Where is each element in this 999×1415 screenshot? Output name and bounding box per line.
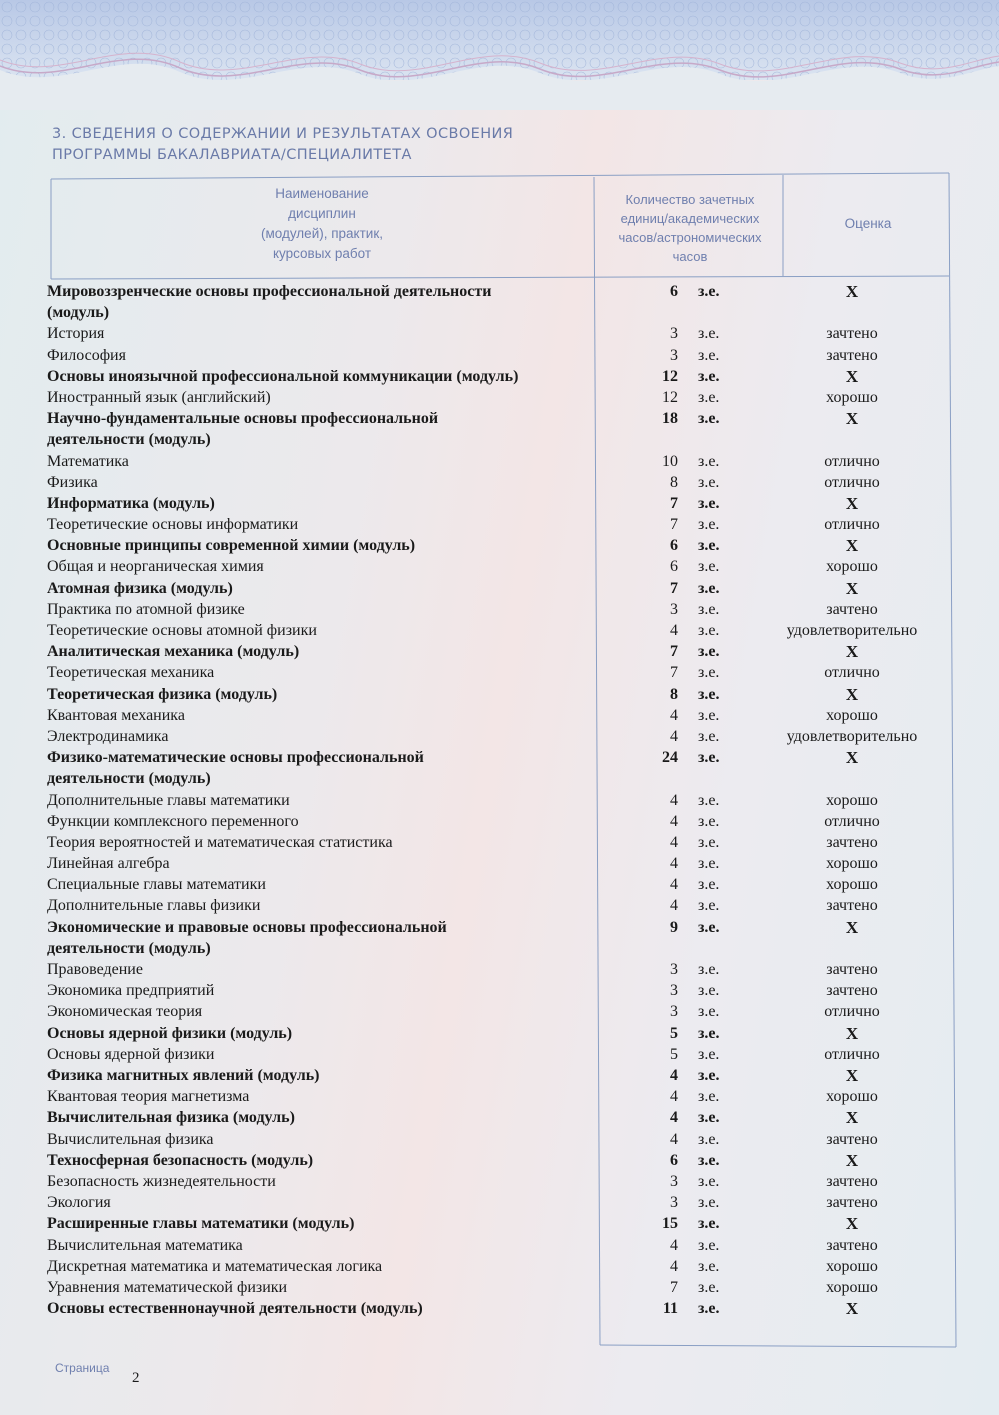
credits-unit: з.е. — [698, 727, 720, 745]
credits-unit: з.е. — [698, 1130, 720, 1148]
grade-value: хорошо — [826, 791, 878, 809]
credits-unit: з.е. — [698, 664, 720, 682]
discipline-name — [47, 832, 595, 853]
credits-value: 3 — [670, 346, 678, 364]
credits-value: 7 — [670, 664, 678, 682]
credits-value: 12 — [662, 367, 678, 385]
discipline-name — [47, 1086, 595, 1107]
grade-value: зачтено — [826, 961, 878, 979]
discipline-name-line: Вычислительная физика — [47, 1130, 214, 1148]
credits-value: 3 — [670, 325, 678, 343]
grade-value: хорошо — [826, 558, 878, 576]
grade-value: X — [845, 493, 859, 513]
discipline-row — [0, 895, 999, 916]
discipline-name-line: Философия — [47, 346, 126, 364]
grade-value: X — [845, 1066, 859, 1085]
discipline-name-line: Теоретическая механика — [47, 664, 215, 682]
credits-unit: з.е. — [698, 897, 720, 915]
grade-value: зачтено — [826, 897, 878, 915]
credits-value: 15 — [662, 1215, 678, 1233]
discipline-name-line: Уравнения математической физики — [47, 1278, 288, 1296]
discipline-row — [0, 959, 999, 980]
discipline-name-line: Аналитическая механика (модуль) — [47, 643, 300, 661]
discipline-name — [47, 980, 595, 1001]
grade-value: отлично — [824, 452, 880, 470]
grade-value: X — [845, 642, 859, 662]
credits-unit: з.е. — [698, 982, 720, 1000]
discipline-name — [47, 853, 595, 874]
discipline-row — [0, 620, 999, 641]
discipline-name — [47, 895, 595, 916]
header-grade: Оценка — [844, 216, 892, 231]
discipline-name — [47, 1256, 595, 1277]
grade-value: зачтено — [826, 346, 878, 364]
discipline-row — [0, 451, 999, 472]
discipline-name-line: Основные принципы современной химии (модуль) — [47, 537, 416, 555]
grade-value: X — [845, 1023, 859, 1043]
discipline-row — [0, 1192, 999, 1213]
discipline-name — [47, 345, 595, 366]
discipline-name — [47, 599, 595, 620]
discipline-name — [47, 1277, 595, 1298]
credits-unit: з.е. — [698, 706, 720, 724]
discipline-row — [0, 853, 999, 874]
discipline-name — [47, 366, 595, 387]
discipline-name — [47, 1023, 595, 1044]
credits-unit: з.е. — [698, 622, 720, 640]
discipline-row — [0, 726, 999, 747]
discipline-name-line: Атомная физика (модуль) — [47, 579, 233, 597]
grade-value: хорошо — [826, 876, 878, 894]
credits-value: 4 — [670, 791, 678, 809]
credits-unit: з.е. — [698, 452, 720, 470]
discipline-name — [47, 1213, 595, 1234]
discipline-name-line: Основы ядерной физики (модуль) — [47, 1024, 293, 1042]
credits-unit: з.е. — [698, 1236, 720, 1254]
discipline-name — [47, 1298, 595, 1319]
credits-value: 8 — [670, 473, 678, 491]
credits-value: 6 — [670, 537, 678, 555]
credits-unit: з.е. — [698, 1215, 720, 1233]
discipline-name — [47, 790, 595, 811]
discipline-name — [47, 281, 595, 323]
discipline-name-line: Теоретические основы атомной физики — [47, 622, 317, 640]
header-credits-line: единиц/академических — [620, 211, 760, 226]
page-label: Страница — [55, 1361, 110, 1375]
credits-value: 4 — [670, 622, 678, 640]
credits-value: 7 — [670, 579, 678, 597]
credits-value: 4 — [670, 1130, 678, 1148]
module-row — [0, 1065, 999, 1086]
credits-unit: з.е. — [698, 388, 720, 406]
credits-value: 7 — [670, 1278, 678, 1296]
grade-value: X — [845, 684, 859, 704]
credits-unit: з.е. — [698, 494, 720, 512]
module-row — [0, 1213, 999, 1234]
module-row — [0, 1107, 999, 1128]
credits-value: 4 — [670, 897, 678, 915]
grade-value: X — [845, 1299, 859, 1319]
grade-value: удовлетворительно — [786, 727, 918, 745]
credits-value: 10 — [662, 452, 678, 470]
grade-value: отлично — [824, 664, 880, 682]
discipline-name-line: деятельности (модуль) — [47, 431, 211, 449]
discipline-name-line: Функции комплексного переменного — [47, 812, 299, 830]
discipline-name — [47, 684, 595, 705]
credits-unit: з.е. — [698, 1045, 720, 1063]
discipline-name-line: Общая и неорганическая химия — [47, 558, 264, 576]
discipline-name-line: Физика магнитных явлений (модуль) — [47, 1067, 320, 1084]
credits-unit: з.е. — [698, 918, 720, 936]
discipline-name-line: Экономические и правовые основы профессиональной — [47, 918, 447, 936]
discipline-row — [0, 1044, 999, 1065]
grade-value: зачтено — [826, 325, 878, 343]
module-row — [0, 493, 999, 514]
grade-value: зачтено — [826, 600, 878, 618]
discipline-row — [0, 662, 999, 683]
discipline-row — [0, 345, 999, 366]
grade-value: X — [845, 366, 859, 386]
discipline-row — [0, 1129, 999, 1150]
discipline-name-line: (модуль) — [47, 304, 110, 322]
discipline-name-line: Квантовая механика — [47, 706, 185, 724]
credits-value: 24 — [662, 749, 678, 767]
discipline-name-line: Основы естественнонаучной деятельности (модуль) — [47, 1300, 423, 1318]
credits-unit: з.е. — [698, 283, 720, 300]
discipline-name — [47, 408, 595, 450]
credits-value: 4 — [670, 812, 678, 830]
credits-value: 7 — [670, 494, 678, 512]
credits-value: 5 — [670, 1045, 678, 1063]
discipline-row — [0, 874, 999, 895]
header-credits-line: Количество зачетных — [625, 192, 755, 207]
discipline-name-line: Основы иноязычной профессиональной коммуникации (модуль) — [47, 367, 519, 385]
discipline-name-line: Физика — [47, 473, 98, 491]
credits-unit: з.е. — [698, 346, 720, 364]
credits-value: 3 — [670, 1172, 678, 1190]
module-row — [0, 408, 999, 450]
grade-value: хорошо — [826, 855, 878, 873]
discipline-name-line: Дополнительные главы физики — [47, 897, 261, 915]
grade-value: отлично — [824, 1003, 880, 1021]
discipline-name-line: Расширенные главы математики (модуль) — [47, 1215, 355, 1233]
discipline-name-line: Физико-математические основы профессиональной — [47, 749, 424, 767]
discipline-name — [47, 705, 595, 726]
discipline-name-line: Безопасность жизнедеятельности — [47, 1172, 276, 1190]
discipline-row — [0, 472, 999, 493]
header-credits-line: часов/астрономических — [618, 230, 762, 245]
credits-unit: з.е. — [698, 855, 720, 873]
credits-unit: з.е. — [698, 410, 720, 428]
security-pattern-banner — [0, 0, 999, 110]
discipline-row — [0, 1001, 999, 1022]
credits-value: 18 — [662, 410, 678, 428]
discipline-name-line: Теоретическая физика (модуль) — [47, 685, 278, 703]
discipline-row — [0, 1235, 999, 1256]
credits-unit: з.е. — [698, 1278, 720, 1296]
discipline-name-line: деятельности (модуль) — [47, 770, 211, 788]
discipline-name — [47, 1044, 595, 1065]
discipline-name-line: Теоретические основы информатики — [47, 516, 299, 534]
credits-value: 4 — [670, 1067, 678, 1084]
discipline-table — [0, 281, 999, 1319]
grade-value: зачтено — [826, 1172, 878, 1190]
credits-value: 7 — [670, 643, 678, 661]
credits-value: 4 — [670, 876, 678, 894]
grade-value: X — [845, 917, 859, 937]
discipline-name-line: Вычислительная математика — [47, 1236, 243, 1254]
discipline-name-line: Экономическая теория — [47, 1003, 203, 1021]
discipline-name — [47, 472, 595, 493]
discipline-name — [47, 726, 595, 747]
discipline-name-line: деятельности (модуль) — [47, 939, 211, 957]
credits-value: 4 — [670, 1236, 678, 1254]
discipline-name-line: Техносферная безопасность (модуль) — [47, 1151, 314, 1169]
credits-value: 4 — [670, 727, 678, 745]
credits-unit: з.е. — [698, 516, 720, 534]
discipline-name — [47, 578, 595, 599]
discipline-name-line: Дополнительные главы математики — [47, 791, 290, 809]
module-row — [0, 281, 999, 323]
credits-unit: з.е. — [698, 685, 720, 703]
credits-unit: з.е. — [698, 876, 720, 894]
discipline-name — [47, 323, 595, 344]
credits-unit: з.е. — [698, 1172, 720, 1190]
grade-value: зачтено — [826, 833, 878, 851]
discipline-name-line: Квантовая теория магнетизма — [47, 1088, 250, 1106]
discipline-row — [0, 323, 999, 344]
discipline-name-line: Электродинамика — [47, 727, 169, 745]
page-number: 2 — [132, 1370, 140, 1386]
credits-value: 12 — [662, 388, 678, 406]
discipline-row — [0, 1256, 999, 1277]
discipline-name-line: История — [47, 325, 105, 343]
discipline-row — [0, 387, 999, 408]
credits-value: 4 — [670, 1257, 678, 1275]
discipline-row — [0, 1277, 999, 1298]
credits-unit: з.е. — [698, 1067, 720, 1084]
module-row — [0, 535, 999, 556]
credits-value: 4 — [670, 1109, 678, 1127]
discipline-name — [47, 514, 595, 535]
discipline-name-line: Основы ядерной физики — [47, 1045, 215, 1063]
discipline-row — [0, 599, 999, 620]
module-row — [0, 1150, 999, 1171]
credits-unit: з.е. — [698, 367, 720, 385]
module-row — [0, 917, 999, 959]
credits-unit: з.е. — [698, 325, 720, 343]
header-credits-line: часов — [672, 249, 708, 264]
credits-unit: з.е. — [698, 1151, 720, 1169]
grade-value: зачтено — [826, 1194, 878, 1212]
discipline-name — [47, 620, 595, 641]
discipline-name-line: Вычислительная физика (модуль) — [47, 1109, 295, 1127]
discipline-name-line: Правоведение — [47, 961, 143, 979]
grade-value: отлично — [824, 473, 880, 491]
grade-value: зачтено — [826, 1130, 878, 1148]
header-credits — [598, 190, 782, 266]
discipline-name — [47, 662, 595, 683]
discipline-name-line: Информатика (модуль) — [47, 494, 215, 512]
credits-unit: з.е. — [698, 579, 720, 597]
credits-unit: з.е. — [698, 1003, 720, 1021]
discipline-name — [47, 1001, 595, 1022]
discipline-name-line: Научно-фундаментальные основы профессиональной — [47, 410, 439, 428]
discipline-name — [47, 1129, 595, 1150]
section-title-line2: ПРОГРАММЫ БАКАЛАВРИАТА/СПЕЦИАЛИТЕТА — [52, 147, 412, 163]
credits-value: 6 — [670, 1151, 678, 1169]
credits-value: 11 — [662, 1300, 678, 1318]
header-discipline-line: Наименование — [275, 186, 369, 201]
module-row — [0, 366, 999, 387]
credits-unit: з.е. — [698, 1300, 720, 1318]
grade-value: отлично — [824, 812, 880, 830]
credits-value: 8 — [670, 685, 678, 703]
discipline-name — [47, 917, 595, 959]
discipline-name-line: Теория вероятностей и математическая статистика — [47, 833, 393, 851]
grade-value: X — [845, 1108, 859, 1128]
discipline-name-line: Линейная алгебра — [47, 855, 170, 873]
credits-value: 3 — [670, 961, 678, 979]
grade-value: хорошо — [826, 706, 878, 724]
discipline-name — [47, 1150, 595, 1171]
discipline-name — [47, 874, 595, 895]
credits-unit: з.е. — [698, 1194, 720, 1212]
header-discipline — [52, 184, 592, 264]
module-row — [0, 641, 999, 662]
grade-value: зачтено — [826, 1236, 878, 1254]
grade-value: отлично — [824, 1045, 880, 1063]
discipline-name-line: Математика — [47, 452, 129, 470]
credits-unit: з.е. — [698, 1024, 720, 1042]
discipline-row — [0, 556, 999, 577]
discipline-name-line: Мировоззренческие основы профессиональной деятельности — [47, 283, 492, 300]
credits-unit: з.е. — [698, 1088, 720, 1106]
grade-value: X — [845, 409, 859, 429]
grade-value: хорошо — [826, 1088, 878, 1106]
discipline-name-line: Иностранный язык (английский) — [47, 388, 271, 406]
discipline-name — [47, 493, 595, 514]
credits-unit: з.е. — [698, 473, 720, 491]
discipline-name — [47, 959, 595, 980]
grade-value: зачтено — [826, 982, 878, 1000]
grade-value: X — [845, 1150, 859, 1170]
discipline-name-line: Специальные главы математики — [47, 876, 266, 894]
credits-unit: з.е. — [698, 537, 720, 555]
discipline-row — [0, 1171, 999, 1192]
header-discipline-line: дисциплин — [288, 206, 356, 221]
credits-value: 4 — [670, 855, 678, 873]
credits-value: 3 — [670, 1003, 678, 1021]
credits-value: 5 — [670, 1024, 678, 1042]
module-row — [0, 684, 999, 705]
module-row — [0, 578, 999, 599]
discipline-name — [47, 387, 595, 408]
credits-unit: з.е. — [698, 643, 720, 661]
discipline-row — [0, 705, 999, 726]
credits-unit: з.е. — [698, 749, 720, 767]
credits-value: 4 — [670, 706, 678, 724]
discipline-row — [0, 832, 999, 853]
grade-value: X — [845, 282, 859, 301]
credits-value: 6 — [670, 558, 678, 576]
discipline-name-line: Практика по атомной физике — [47, 600, 245, 618]
credits-unit: з.е. — [698, 833, 720, 851]
module-row — [0, 1023, 999, 1044]
credits-unit: з.е. — [698, 1257, 720, 1275]
discipline-name-line: Экономика предприятий — [47, 982, 215, 1000]
discipline-row — [0, 980, 999, 1001]
section-title-line1: 3. СВЕДЕНИЯ О СОДЕРЖАНИИ И РЕЗУЛЬТАТАХ ОСВОЕНИЯ — [52, 126, 514, 142]
credits-unit: з.е. — [698, 961, 720, 979]
credits-value: 9 — [670, 918, 678, 936]
discipline-name — [47, 1192, 595, 1213]
grade-value: X — [845, 748, 859, 768]
credits-unit: з.е. — [698, 812, 720, 830]
credits-value: 3 — [670, 1194, 678, 1212]
credits-unit: з.е. — [698, 558, 720, 576]
credits-value: 3 — [670, 982, 678, 1000]
grade-value: X — [845, 536, 859, 556]
discipline-row — [0, 514, 999, 535]
discipline-name-line: Экология — [47, 1194, 111, 1212]
discipline-name — [47, 747, 595, 789]
discipline-name — [47, 535, 595, 556]
module-row — [0, 747, 999, 789]
discipline-name — [47, 556, 595, 577]
credits-value: 4 — [670, 1088, 678, 1106]
discipline-name — [47, 811, 595, 832]
header-discipline-line: (модулей), практик, — [260, 226, 383, 241]
discipline-name — [47, 1065, 595, 1086]
section-title — [52, 124, 612, 166]
grade-value: X — [845, 1214, 859, 1234]
credits-value: 4 — [670, 833, 678, 851]
module-row — [0, 1298, 999, 1319]
credits-value: 3 — [670, 600, 678, 618]
credits-unit: з.е. — [698, 600, 720, 618]
discipline-name — [47, 1235, 595, 1256]
discipline-name — [47, 1107, 595, 1128]
grade-value: хорошо — [826, 1278, 878, 1296]
grade-value: отлично — [824, 516, 880, 534]
discipline-row — [0, 811, 999, 832]
grade-value: X — [845, 578, 859, 598]
credits-value: 6 — [670, 283, 678, 300]
discipline-name — [47, 1171, 595, 1192]
discipline-name-line: Дискретная математика и математическая логика — [47, 1257, 383, 1275]
header-discipline-line: курсовых работ — [272, 246, 372, 261]
discipline-row — [0, 1086, 999, 1107]
grade-value: удовлетворительно — [786, 622, 918, 640]
discipline-name — [47, 451, 595, 472]
discipline-row — [0, 790, 999, 811]
credits-value: 7 — [670, 516, 678, 534]
credits-unit: з.е. — [698, 791, 720, 809]
grade-value: хорошо — [826, 1257, 878, 1275]
credits-unit: з.е. — [698, 1109, 720, 1127]
grade-value: хорошо — [826, 388, 878, 406]
discipline-name — [47, 641, 595, 662]
